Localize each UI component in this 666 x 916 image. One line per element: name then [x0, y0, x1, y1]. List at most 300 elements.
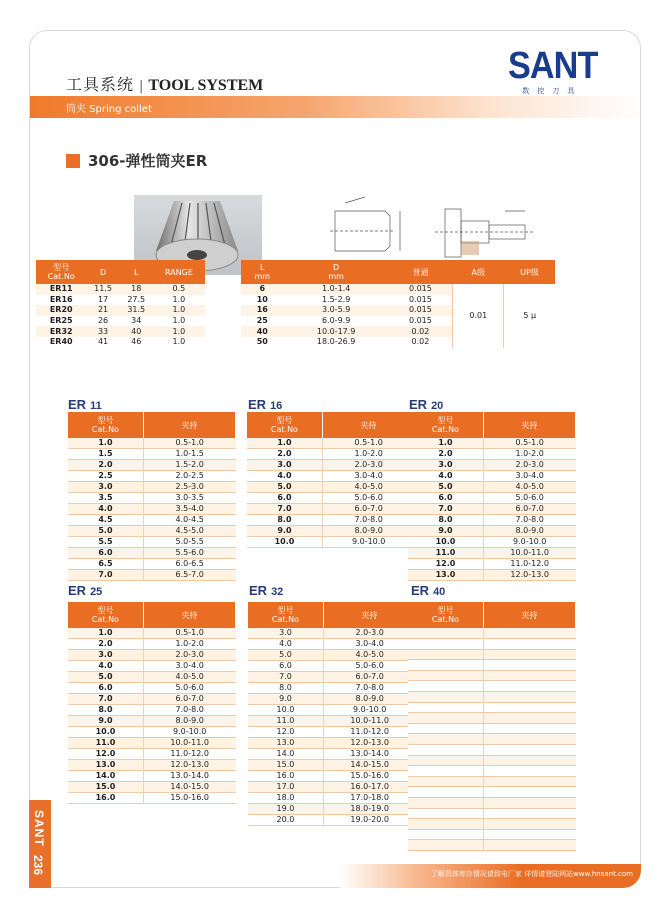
- er-prefix: ER: [409, 397, 428, 412]
- table-row: [408, 798, 576, 809]
- er-prefix: ER: [249, 583, 268, 598]
- table-row: [248, 727, 416, 738]
- clamp-range-cell: 8.0-9.0: [323, 694, 415, 705]
- catno-cell: 5.0: [248, 650, 323, 661]
- clamp-range-cell: 4.0-5.0: [483, 482, 575, 493]
- catno-cell: [408, 808, 483, 819]
- catno-cell: 2.0: [408, 449, 483, 460]
- er-number: 25: [90, 586, 103, 598]
- er-40-table: [408, 602, 576, 851]
- clamp-range-cell: 17.0-18.0: [323, 793, 415, 804]
- table-row: [248, 650, 416, 661]
- catno-cell: 7.0: [408, 504, 483, 515]
- spec-table-2: [241, 260, 555, 348]
- table-cell: 50: [241, 337, 284, 348]
- catno-cell: 12.0: [68, 749, 143, 760]
- category-band: [30, 96, 641, 118]
- catno-cell: [408, 745, 483, 756]
- table-cell: 1.0: [153, 316, 205, 327]
- clamp-range-cell: 0.5-1.0: [483, 438, 575, 449]
- table-cell: 3.0-5.9: [284, 305, 389, 316]
- clamp-range-cell: [483, 745, 575, 756]
- catno-cell: 6.0: [68, 548, 143, 559]
- catno-cell: 1.5: [68, 449, 143, 460]
- clamp-range-cell: 12.0-13.0: [323, 738, 415, 749]
- catno-cell: 14.0: [68, 771, 143, 782]
- clamp-range-cell: 2.0-2.5: [143, 471, 235, 482]
- clamp-range-cell: [483, 723, 575, 734]
- table-row: [408, 840, 576, 851]
- spec-table-1: [36, 260, 205, 348]
- up-grade-value: 5 μ: [504, 284, 555, 348]
- clamp-range-cell: [483, 660, 575, 671]
- table-cell: 0.015: [389, 305, 453, 316]
- catno-cell: 4.0: [248, 639, 323, 650]
- table-cell: ER32: [36, 326, 86, 337]
- table-row: [408, 713, 576, 724]
- spec2-header-up-grade: UP级: [504, 260, 555, 284]
- section-marker: [66, 154, 80, 168]
- table-row: [36, 316, 205, 327]
- table-row: [36, 284, 205, 295]
- table-cell: ER25: [36, 316, 86, 327]
- catno-cell: [408, 649, 483, 660]
- table-cell: 10.0-17.9: [284, 326, 389, 337]
- table-row: [408, 537, 576, 548]
- clamp-range-cell: [483, 692, 575, 703]
- catno-cell: 6.0: [247, 493, 322, 504]
- table-cell: 1.5-2.9: [284, 295, 389, 306]
- clamp-range-cell: 3.5-4.0: [143, 504, 235, 515]
- clamp-range-cell: 6.0-7.0: [322, 504, 414, 515]
- clamp-range-cell: 10.0-11.0: [323, 716, 415, 727]
- catno-cell: 2.0: [68, 460, 143, 471]
- clamp-range-cell: 1.5-2.0: [143, 460, 235, 471]
- catno-cell: 4.5: [68, 515, 143, 526]
- category-label: 筒夹 Spring collet: [66, 104, 152, 115]
- table-cell: 0.015: [389, 284, 453, 295]
- clamp-range-cell: 8.0-9.0: [322, 526, 414, 537]
- table-row: [247, 449, 415, 460]
- side-tab: [29, 800, 51, 888]
- table-row: [68, 705, 236, 716]
- catno-cell: [408, 723, 483, 734]
- table-cell: 27.5: [120, 295, 153, 306]
- clamp-range-cell: 13.0-14.0: [323, 749, 415, 760]
- table-row: [68, 683, 236, 694]
- table-row: [36, 337, 205, 348]
- header-catno: 型号 Cat.No: [248, 602, 323, 628]
- clamp-range-cell: 2.5-3.0: [143, 482, 235, 493]
- clamp-range-cell: 14.0-15.0: [323, 760, 415, 771]
- clamp-range-cell: [483, 808, 575, 819]
- table-row: [408, 755, 576, 766]
- table-row: [68, 559, 236, 570]
- catno-cell: [408, 628, 483, 639]
- clamp-range-cell: [483, 649, 575, 660]
- catno-cell: [408, 660, 483, 671]
- table-row: [408, 787, 576, 798]
- section-title-text: 306-弹性筒夹ER: [88, 152, 208, 170]
- clamp-range-cell: 6.5-7.0: [143, 570, 235, 581]
- table-cell: 40: [241, 326, 284, 337]
- table-row: [248, 793, 416, 804]
- er-25-table: [68, 602, 236, 804]
- spec2-header-a-grade: A级: [453, 260, 504, 284]
- spec1-header-d: D: [86, 260, 119, 284]
- table-row: [408, 526, 576, 537]
- table-row: [248, 639, 416, 650]
- table-row: [68, 449, 236, 460]
- clamp-range-cell: [483, 628, 575, 639]
- catno-cell: 3.0: [247, 460, 322, 471]
- table-row: [408, 670, 576, 681]
- table-cell: 1.0: [153, 326, 205, 337]
- table-cell: 46: [120, 337, 153, 348]
- table-row: [68, 460, 236, 471]
- er-40-label: [411, 583, 445, 598]
- table-row: [408, 829, 576, 840]
- er-number: 20: [431, 400, 444, 412]
- catno-cell: [408, 692, 483, 703]
- table-row: [408, 493, 576, 504]
- catno-cell: [408, 702, 483, 713]
- er-11-table: [68, 412, 236, 581]
- table-row: [408, 471, 576, 482]
- header-title-zh: 工具系统: [66, 75, 135, 94]
- catno-cell: 11.0: [68, 738, 143, 749]
- table-row: [68, 661, 236, 672]
- er-25-label: [68, 583, 102, 598]
- clamp-range-cell: 8.0-9.0: [143, 716, 235, 727]
- catno-cell: 6.0: [248, 661, 323, 672]
- table-row: [408, 649, 576, 660]
- spec1-header-l: L: [120, 260, 153, 284]
- clamp-range-cell: 7.0-8.0: [322, 515, 414, 526]
- table-cell: ER40: [36, 337, 86, 348]
- catno-cell: 2.0: [68, 639, 143, 650]
- clamp-range-cell: 1.0-2.0: [483, 449, 575, 460]
- er-32-table: [248, 602, 416, 826]
- header-clamp-range: 夹持: [322, 412, 414, 438]
- clamp-range-cell: 9.0-10.0: [483, 537, 575, 548]
- catno-cell: 1.0: [408, 438, 483, 449]
- table-cell: 6: [241, 284, 284, 295]
- catno-cell: 7.0: [68, 570, 143, 581]
- clamp-range-cell: [483, 734, 575, 745]
- clamp-range-cell: 3.0-4.0: [323, 639, 415, 650]
- table-cell: 41: [86, 337, 119, 348]
- catno-cell: [408, 713, 483, 724]
- catno-cell: [408, 776, 483, 787]
- er-16-label: [248, 397, 282, 412]
- table-row: [408, 660, 576, 671]
- table-row: [247, 460, 415, 471]
- er-prefix: ER: [68, 583, 87, 598]
- catno-cell: 15.0: [68, 782, 143, 793]
- clamp-range-cell: 2.0-3.0: [323, 628, 415, 639]
- table-row: [408, 548, 576, 559]
- header-clamp-range: 夹持: [143, 602, 235, 628]
- table-row: [36, 305, 205, 316]
- clamp-range-cell: 6.0-7.0: [323, 672, 415, 683]
- table-cell: 0.015: [389, 316, 453, 327]
- table-row: [68, 628, 236, 639]
- table-row: [408, 723, 576, 734]
- table-row: [248, 683, 416, 694]
- catno-cell: 5.5: [68, 537, 143, 548]
- table-cell: 21: [86, 305, 119, 316]
- catno-cell: 5.0: [68, 672, 143, 683]
- clamp-range-cell: 2.0-3.0: [483, 460, 575, 471]
- clamp-range-cell: 9.0-10.0: [143, 727, 235, 738]
- clamp-range-cell: [483, 755, 575, 766]
- catno-cell: 9.0: [247, 526, 322, 537]
- table-row: [408, 515, 576, 526]
- catno-cell: 8.0: [408, 515, 483, 526]
- catno-cell: 16.0: [248, 771, 323, 782]
- clamp-range-cell: 10.0-11.0: [483, 548, 575, 559]
- catno-cell: [408, 787, 483, 798]
- clamp-range-cell: 19.0-20.0: [323, 815, 415, 826]
- clamp-range-cell: 0.5-1.0: [143, 438, 235, 449]
- catno-cell: 1.0: [68, 628, 143, 639]
- catno-cell: [408, 755, 483, 766]
- clamp-range-cell: 12.0-13.0: [483, 570, 575, 581]
- clamp-range-cell: 14.0-15.0: [143, 782, 235, 793]
- clamp-range-cell: 9.0-10.0: [323, 705, 415, 716]
- clamp-range-cell: 0.5-1.0: [143, 628, 235, 639]
- clamp-range-cell: [483, 787, 575, 798]
- table-row: [68, 760, 236, 771]
- logo-subtitle: 数控刀具: [522, 87, 583, 95]
- catno-cell: [408, 829, 483, 840]
- table-row: [248, 782, 416, 793]
- clamp-range-cell: 16.0-17.0: [323, 782, 415, 793]
- er-prefix: ER: [68, 397, 87, 412]
- header-clamp-range: 夹持: [323, 602, 415, 628]
- catno-cell: 4.0: [68, 504, 143, 515]
- clamp-range-cell: 4.5-5.0: [143, 526, 235, 537]
- clamp-range-cell: 4.0-5.0: [323, 650, 415, 661]
- table-cell: 25: [241, 316, 284, 327]
- spec2-header-d: D mm: [284, 260, 389, 284]
- catno-cell: 5.0: [408, 482, 483, 493]
- table-row: [248, 716, 416, 727]
- table-row: [408, 639, 576, 650]
- catno-cell: 12.0: [248, 727, 323, 738]
- table-cell: ER16: [36, 295, 86, 306]
- page-header: [66, 72, 263, 95]
- table-row: [247, 537, 415, 548]
- clamp-range-cell: [483, 639, 575, 650]
- clamp-range-cell: [483, 681, 575, 692]
- clamp-range-cell: [483, 766, 575, 777]
- table-cell: 34: [120, 316, 153, 327]
- table-cell: 0.02: [389, 326, 453, 337]
- table-row: [68, 727, 236, 738]
- catno-cell: 4.0: [247, 471, 322, 482]
- catno-cell: 17.0: [248, 782, 323, 793]
- catno-cell: [408, 798, 483, 809]
- page-number: 236: [31, 855, 45, 876]
- catno-cell: [408, 670, 483, 681]
- spec1-header-range: RANGE: [153, 260, 205, 284]
- table-row: [408, 504, 576, 515]
- table-cell: 1.0: [153, 337, 205, 348]
- table-row: [68, 504, 236, 515]
- table-cell: 18.0-26.9: [284, 337, 389, 348]
- clamp-range-cell: 5.0-6.0: [322, 493, 414, 504]
- table-cell: 17: [86, 295, 119, 306]
- table-row: [408, 766, 576, 777]
- clamp-range-cell: 5.0-6.0: [323, 661, 415, 672]
- clamp-range-cell: 1.0-2.0: [322, 449, 414, 460]
- er-number: 40: [433, 586, 446, 598]
- table-row: [68, 793, 236, 804]
- catno-cell: [408, 681, 483, 692]
- table-row: [408, 570, 576, 581]
- table-row: [68, 738, 236, 749]
- catno-cell: 13.0: [248, 738, 323, 749]
- table-row: [248, 815, 416, 826]
- clamp-range-cell: [483, 702, 575, 713]
- table-row: [408, 745, 576, 756]
- table-row: [36, 326, 205, 337]
- clamp-range-cell: [483, 829, 575, 840]
- table-row: [247, 515, 415, 526]
- table-cell: 0.015: [389, 295, 453, 306]
- catno-cell: 6.0: [68, 683, 143, 694]
- table-cell: 1.0: [153, 305, 205, 316]
- catno-cell: [408, 840, 483, 851]
- header-clamp-range: 夹持: [483, 412, 575, 438]
- footer-text: 了解具体库存情况请致电厂家 详情请登陆网站www.hnsant.com: [430, 870, 633, 878]
- catno-cell: 4.0: [408, 471, 483, 482]
- table-row: [408, 702, 576, 713]
- clamp-range-cell: 5.5-6.0: [143, 548, 235, 559]
- table-cell: 33: [86, 326, 119, 337]
- header-catno: 型号 Cat.No: [408, 412, 483, 438]
- clamp-range-cell: 6.0-7.0: [143, 694, 235, 705]
- clamp-range-cell: 5.0-6.0: [483, 493, 575, 504]
- table-cell: ER20: [36, 305, 86, 316]
- clamp-range-cell: 18.0-19.0: [323, 804, 415, 815]
- spec2-header-l: L mm: [241, 260, 284, 284]
- clamp-range-cell: 12.0-13.0: [143, 760, 235, 771]
- table-row: [248, 694, 416, 705]
- clamp-range-cell: 8.0-9.0: [483, 526, 575, 537]
- clamp-range-cell: 13.0-14.0: [143, 771, 235, 782]
- catno-cell: 8.0: [247, 515, 322, 526]
- table-row: [408, 808, 576, 819]
- catno-cell: 11.0: [248, 716, 323, 727]
- header-catno: 型号 Cat.No: [68, 412, 143, 438]
- catno-cell: 4.0: [68, 661, 143, 672]
- catno-cell: 1.0: [68, 438, 143, 449]
- table-row: [241, 284, 555, 295]
- er-11-label: [68, 397, 102, 412]
- table-row: [408, 734, 576, 745]
- catno-cell: 18.0: [248, 793, 323, 804]
- table-row: [68, 694, 236, 705]
- header-catno: 型号 Cat.No: [247, 412, 322, 438]
- catno-cell: [408, 734, 483, 745]
- table-row: [68, 570, 236, 581]
- table-row: [408, 559, 576, 570]
- catno-cell: 1.0: [247, 438, 322, 449]
- clamp-range-cell: 3.0-4.0: [322, 471, 414, 482]
- table-cell: 6.0-9.9: [284, 316, 389, 327]
- clamp-range-cell: 7.0-8.0: [323, 683, 415, 694]
- table-cell: 10: [241, 295, 284, 306]
- clamp-range-cell: 15.0-16.0: [323, 771, 415, 782]
- table-row: [68, 672, 236, 683]
- clamp-range-cell: 10.0-11.0: [143, 738, 235, 749]
- table-row: [408, 776, 576, 787]
- collet-drawing: [325, 191, 540, 271]
- table-row: [248, 749, 416, 760]
- clamp-range-cell: 6.0-6.5: [143, 559, 235, 570]
- table-row: [408, 460, 576, 471]
- catno-cell: 10.0: [247, 537, 322, 548]
- clamp-range-cell: 6.0-7.0: [483, 504, 575, 515]
- clamp-range-cell: 3.0-4.0: [143, 661, 235, 672]
- clamp-range-cell: 15.0-16.0: [143, 793, 235, 804]
- table-row: [247, 482, 415, 493]
- table-row: [247, 438, 415, 449]
- er-number: 11: [90, 400, 102, 412]
- catno-cell: [408, 819, 483, 830]
- table-row: [248, 628, 416, 639]
- table-row: [247, 493, 415, 504]
- catno-cell: 16.0: [68, 793, 143, 804]
- catno-cell: 3.0: [68, 650, 143, 661]
- catno-cell: 13.0: [68, 760, 143, 771]
- clamp-range-cell: 3.0-4.0: [483, 471, 575, 482]
- clamp-range-cell: 11.0-12.0: [323, 727, 415, 738]
- clamp-range-cell: [483, 670, 575, 681]
- table-row: [408, 692, 576, 703]
- catno-cell: 3.0: [408, 460, 483, 471]
- catno-cell: 7.0: [247, 504, 322, 515]
- clamp-range-cell: [483, 840, 575, 851]
- table-row: [247, 504, 415, 515]
- table-cell: 18: [120, 284, 153, 295]
- header-clamp-range: 夹持: [143, 412, 235, 438]
- table-row: [248, 661, 416, 672]
- header-separator: |: [139, 79, 144, 94]
- catno-cell: [408, 639, 483, 650]
- catno-cell: 12.0: [408, 559, 483, 570]
- table-cell: 0.5: [153, 284, 205, 295]
- clamp-range-cell: 5.0-6.0: [143, 683, 235, 694]
- catno-cell: 9.0: [408, 526, 483, 537]
- logo-mark: SANT: [507, 45, 598, 87]
- catno-cell: 5.0: [68, 526, 143, 537]
- catno-cell: 3.0: [68, 482, 143, 493]
- table-row: [248, 760, 416, 771]
- clamp-range-cell: [483, 776, 575, 787]
- table-row: [248, 771, 416, 782]
- clamp-range-cell: 2.0-3.0: [143, 650, 235, 661]
- table-row: [247, 471, 415, 482]
- catno-cell: 7.0: [68, 694, 143, 705]
- catno-cell: 13.0: [408, 570, 483, 581]
- table-row: [68, 537, 236, 548]
- table-cell: 11.5: [86, 284, 119, 295]
- catno-cell: 10.0: [68, 727, 143, 738]
